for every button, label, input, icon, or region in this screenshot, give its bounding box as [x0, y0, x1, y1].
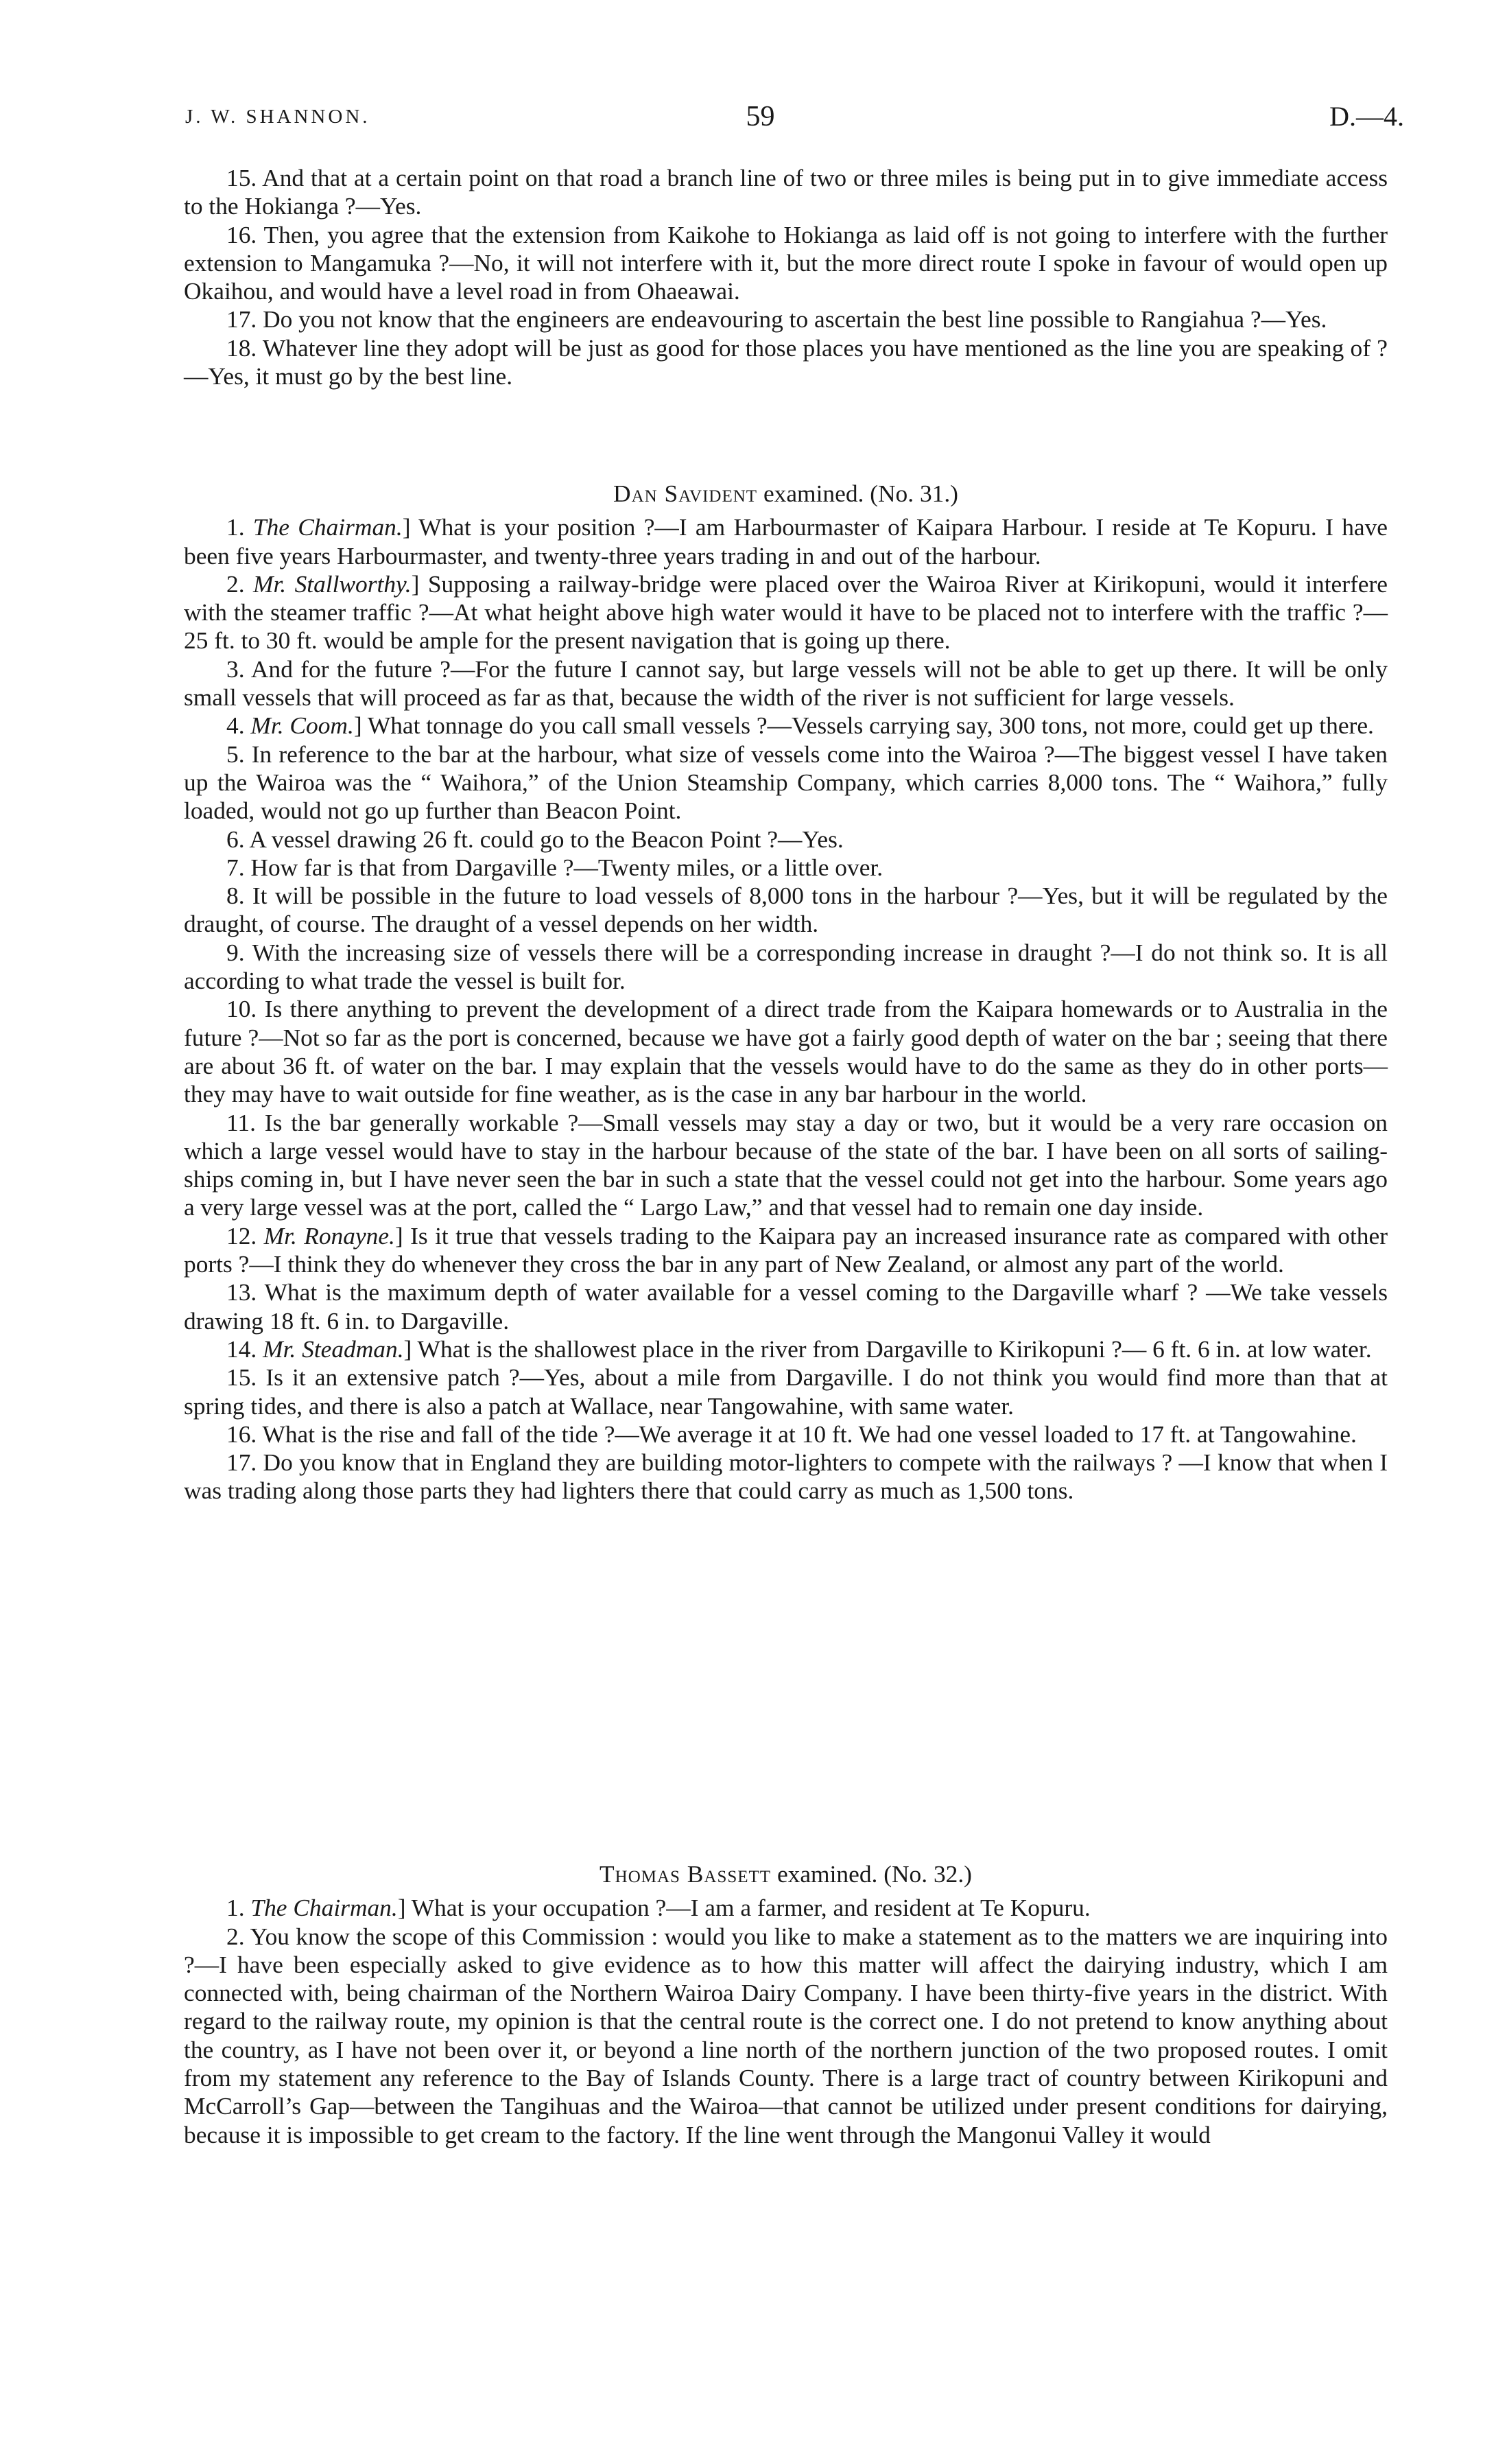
question-paragraph	[184, 825, 1388, 854]
paragraph-text: 15. Is it an extensive patch ?—Yes, about a mile from Dargaville. I do not think you would find more than that at spring tides, and there is also a patch at Wallace, near Tangowahine, with same water.	[184, 1363, 1388, 1420]
question-paragraph: 15. And that at a certain point on that road a branch line of two or three miles is being put in to give immediate access to the Hokianga ?—Yes.	[184, 164, 1388, 220]
speaker-name: Mr. Ronayne.	[263, 1221, 395, 1249]
question-paragraph	[184, 939, 1388, 996]
paragraph-number: 14.	[226, 1335, 263, 1363]
page-number: 59	[746, 101, 775, 132]
paragraph-text: 2. You know the scope of this Commission : would you like to make a statement as to the matters we are inquiring into ?—I have been especially asked to give evidence as to how this matter will affect the dairying industry, which I am connected with, being chairman of the Northern Wairoa Dairy Company. I have been thirty-five years in the district. With regard to the railway route, my opinion is that the central route is the correct one. I do not pretend to know anything about the country, as I have not been over it, or beyond a line north of the northern junction of the two proposed routes. I omit from my statement any reference to the Bay of Islands County. There is a large tract of country between Kirikopuni and McCarroll’s Gap—between the Tangihuas and the Wairoa—that cannot be utilized under present conditions for dairying, because it is impossible to get cream to the factory. If the line went through the Mangonui Valley it would	[184, 1922, 1388, 2148]
paragraph-number: 12.	[226, 1221, 264, 1249]
paragraph-text: 9. With the increasing size of vessels there will be a corresponding increase in draught ?—I do not think so. It is all according to what trade the vessel is built for.	[184, 938, 1388, 995]
question-paragraph	[184, 1894, 1388, 1922]
witness-name: Thomas Bassett	[600, 1860, 772, 1888]
question-paragraph	[184, 1363, 1388, 1420]
paragraph-number: 2.	[226, 570, 253, 598]
paragraph-text: 6. A vessel drawing 26 ft. could go to the Beacon Point ?—Yes.	[226, 825, 844, 853]
paragraph-text: ] What tonnage do you call small vessels ?—Vessels carrying say, 300 tons, not more, could get up there.	[353, 712, 1374, 740]
heading-rest: examined. (No. 32.)	[776, 1860, 972, 1888]
paragraph-text: ] What is the shallowest place in the river from Dargaville to Kirikopuni ?— 6 ft. 6 in. at low water.	[403, 1335, 1372, 1363]
savident-testimony	[184, 480, 1388, 1505]
question-paragraph	[184, 995, 1388, 1108]
bassett-testimony	[184, 1860, 1388, 2149]
section-heading	[184, 1860, 1388, 1888]
question-paragraph	[184, 1109, 1388, 1222]
paragraph-text: 11. Is the bar generally workable ?—Small vessels may stay a day or two, but it would be a very rare occasion on which a large vessel would have to stay in the harbour because of the state of the bar. I have been on all sorts of sailing-ships coming in, but I have never seen the bar in such a state that the vessel could not get into the harbour. Some years ago a very large vessel was at the port, called the “ Largo Law,” and that vessel had to remain one day inside.	[184, 1108, 1388, 1221]
speaker-name: The Chairman.	[250, 1894, 398, 1922]
section-heading	[184, 480, 1388, 508]
question-paragraph	[184, 882, 1388, 939]
speaker-name: The Chairman.	[252, 513, 403, 541]
question-paragraph	[184, 570, 1388, 655]
question-paragraph	[184, 740, 1388, 825]
question-paragraph	[184, 1448, 1388, 1505]
paragraph-text: 13. What is the maximum depth of water available for a vessel coming to the Dargaville wharf ? —We take vessels drawing 18 ft. 6 in. to Dargaville.	[184, 1278, 1388, 1335]
paragraph-text: 16. What is the rise and fall of the tide ?—We average it at 10 ft. We had one vessel loaded to 17 ft. at Tangowahine.	[226, 1420, 1357, 1448]
question-paragraph	[184, 1278, 1388, 1335]
question-paragraph: 17. Do you not know that the engineers are endeavouring to ascertain the best line possible to Rangiahua ?—Yes.	[226, 305, 1327, 333]
question-paragraph	[184, 655, 1388, 712]
question-paragraph	[184, 1420, 1388, 1448]
paragraph-number: 4.	[226, 712, 251, 740]
question-paragraph	[184, 513, 1388, 570]
paragraph-text: ] Is it true that vessels trading to the Kaipara pay an increased insurance rate as compared with other ports ?—I think they do whenever they cross the bar in any part of New Zealand, or almost any part of the world.	[184, 1221, 1388, 1278]
paragraph-text: ] What is your position ?—I am Harbourmaster of Kaipara Harbour. I reside at Te Kopuru. I have been five years Harbourmaster, and twenty-three years trading in and out of the harbour.	[184, 513, 1388, 570]
question-paragraph: 18. Whatever line they adopt will be just as good for those places you have mentioned as the line you are speaking of ?—Yes, it must go by the best line.	[184, 333, 1388, 390]
shannon-testimony-continued	[184, 164, 1388, 390]
paragraph-text: 3. And for the future ?—For the future I cannot say, but large vessels will not be able to get up there. It will be only small vessels that will proceed as far as that, because the width of the river is not sufficient for large vessels.	[184, 655, 1388, 712]
page-header	[185, 96, 1404, 137]
question-paragraph	[184, 1923, 1388, 2149]
speaker-name: Mr. Stallworthy.	[252, 570, 412, 598]
question-paragraph	[184, 1335, 1388, 1363]
question-paragraph	[184, 712, 1388, 740]
witness-name: Dan Savident	[613, 480, 758, 507]
speaker-name: Mr. Coom.	[250, 712, 354, 740]
speaker-name: Mr. Steadman.	[263, 1335, 404, 1363]
paragraph-text: 7. How far is that from Dargaville ?—Twenty miles, or a little over.	[226, 853, 883, 881]
paragraph-text: 8. It will be possible in the future to load vessels of 8,000 tons in the harbour ?—Yes, but it will be regulated by the draught, of course. The draught of a vessel depends on her width.	[184, 882, 1388, 938]
paragraph-text: 10. Is there anything to prevent the development of a direct trade from the Kaipara homewards or to Australia in the future ?—Not so far as the port is concerned, because we have got a fairly good depth of water on the bar ; seeing that there are about 36 ft. of water on the bar. I may explain that the vessels would have to do the same as they do in other ports—they may have to wait outside for fine weather, as is the case in any bar harbour in the world.	[184, 995, 1388, 1108]
document-code: D.—4.	[1329, 101, 1404, 132]
question-paragraph: 16. Then, you agree that the extension from Kaikohe to Hokianga as laid off is not going to interfere with the further extension to Mangamuka ?—No, it will not interfere with it, but the more direct route I spoke in favour of would open up Okaihou, and would have a level road in from Ohaeawai.	[184, 220, 1388, 305]
question-paragraph	[184, 854, 1388, 882]
paragraph-number: 1.	[226, 513, 253, 541]
paragraph-text: ] Supposing a railway-bridge were placed over the Wairoa River at Kirikopuni, would it interfere with the steamer traffic ?—At what height above high water would it have to be placed not to interfere with the traffic ?—25 ft. to 30 ft. would be ample for the present navigation that is going up there.	[184, 570, 1388, 655]
paragraph-text: 17. Do you know that in England they are building motor-lighters to compete with the railways ? —I know that when I was trading along those parts they had lighters there that could carry as much as 1,500 tons.	[184, 1448, 1388, 1505]
question-paragraph	[184, 1222, 1388, 1279]
paragraph-number: 1.	[226, 1894, 251, 1922]
paragraph-text: 5. In reference to the bar at the harbour, what size of vessels come into the Wairoa ?—The biggest vessel I have taken up the Wairoa was the “ Waihora,” of the Union Steamship Company, which carries 8,000 tons. The “ Waihora,” fully loaded, would not go up further than Beacon Point.	[184, 740, 1388, 825]
running-head-author: J. W. SHANNON.	[185, 106, 370, 128]
paragraph-text: ] What is your occupation ?—I am a farmer, and resident at Te Kopuru.	[397, 1894, 1091, 1922]
heading-rest: examined. (No. 31.)	[763, 480, 958, 507]
